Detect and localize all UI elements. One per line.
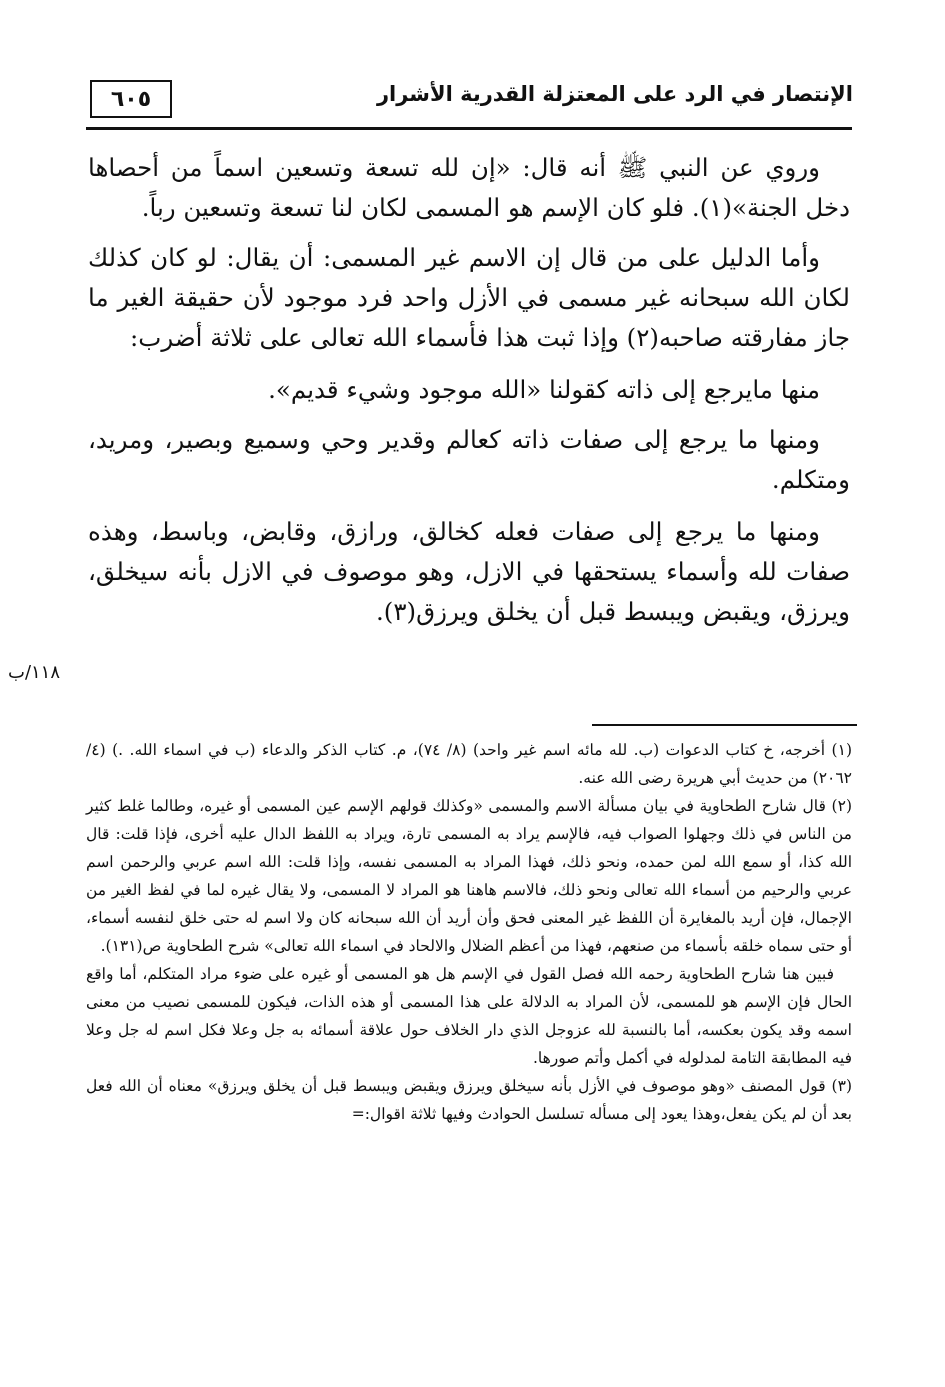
body-paragraph: وأما الدليل على من قال إن الاسم غير المسمى: أن يقال: لو كان كذلك لكان الله سبحانه غير مسمى في الأزل واحد فرد موجود لأن حقيقة الغير ما جاز مفارقته صاحبه(٢) وإذا ثبت هذا فأسماء الله تعالى على ثلاثة أضرب: (88, 243, 850, 352)
footnote-separator (592, 724, 857, 726)
body-paragraph: وروي عن النبي ﷺ أنه قال: «إن لله تسعة وتسعين اسماً من أحصاها دخل الجنة»(١). فلو كان الإسم هو المسمى لكان لنا تسعة وتسعين رباً. (88, 153, 850, 222)
footnote: (٣) قول المصنف «وهو موصوف في الأزل بأنه سيخلق ويرزق ويقبض ويبسط قبل أن يخلق ويرزق» معناه أن الله فعل بعد أن لم يكن يفعل،وهذا يعود إلى مسأله تسلسل الحوادث وفيها ثلاثة اقوال:= (86, 1077, 852, 1123)
body-paragraph: ومنها ما يرجع إلى صفات ذاته كعالم وقدير وحي وسميع وبصير، ومريد، ومتكلم. (88, 425, 850, 494)
footnote: (٢) قال شارح الطحاوية في بيان مسألة الاسم والمسمى «وكذلك قولهم الإسم عين المسمى أو غيره، وطالما غلط كثير من الناس في ذلك وجهلوا الصواب فيه، فالإسم يراد به المسمى تارة، ويراد به اللفظ الدال عليه أخرى، فإذا قلت: قال الله كذا، أو سمع الله لمن حمده، ونحو ذلك، فهذا المراد به المسمى نفسه، وإذا قلت: الله اسم عربي والرحمن اسم عربي والرحيم من أسماء الله تعالى ونحو ذلك، فالاسم هاهنا هو المراد لا المسمى، ولا يقال غيره لما في لفظ الغير من الإجمال، فإن أريد بالمغايرة أن اللفظ غير المعنى فحق وأن أريد أن الله سبحانه كان ولا اسم له حتى خلق لنفسه أسماء، أو حتى سماه خلقه بأسماء من صنعهم، فهذا من أعظم الضلال والالحاد في اسماء الله تعالى» شرح الطحاوية ص(١٣١). (86, 797, 852, 955)
body-paragraph: ومنها ما يرجع إلى صفات فعله كخالق، ورازق، وقابض، وباسط، وهذه صفات لله وأسماء يستحقها في الازل، وهو موصوف في الازل بأنه سيخلق، ويرزق، ويقبض ويبسط قبل أن يخلق ويرزق(٣). (88, 517, 850, 626)
footnotes (86, 736, 852, 1128)
margin-folio-note: ١١٨/ب (8, 662, 61, 683)
footnote-continuation: فبين هنا شارح الطحاوية رحمه الله فصل القول في الإسم هل هو المسمى أو غيره على ضوء مراد المتكلم، أما واقع الحال فإن الإسم هو للمسمى، لأن المراد به الدلالة على هذا المسمى أو هذه الذات، فيكون للمسمى نصيب من معنى اسمه وقد يكون بعكسه، أما بالنسبة لله عزوجل الذي دار الخلاف حول علاقة أسمائه به جل وعلا فكل اسم له جل وعلا فيه المطابقة التامة لمدلوله في أكمل وأتم صورها. (86, 965, 852, 1067)
running-title: الإنتصار في الرد على المعتزلة القدرية الأشرار (376, 82, 853, 106)
page-number: ٦٠٥ (90, 80, 172, 118)
body-paragraph: منها مايرجع إلى ذاته كقولنا «الله موجود وشيء قديم». (268, 375, 820, 404)
header-rule (86, 127, 852, 130)
main-text (88, 148, 850, 632)
footnote: (١) أخرجه، خ كتاب الدعوات (ب. لله مائه اسم غير واحد) (٨/ ٧٤)، م. كتاب الذكر والدعاء (ب في اسماء الله. .) (٤/ ٢٠٦٢) من حديث أبي هريرة رضى الله عنه. (86, 741, 852, 787)
